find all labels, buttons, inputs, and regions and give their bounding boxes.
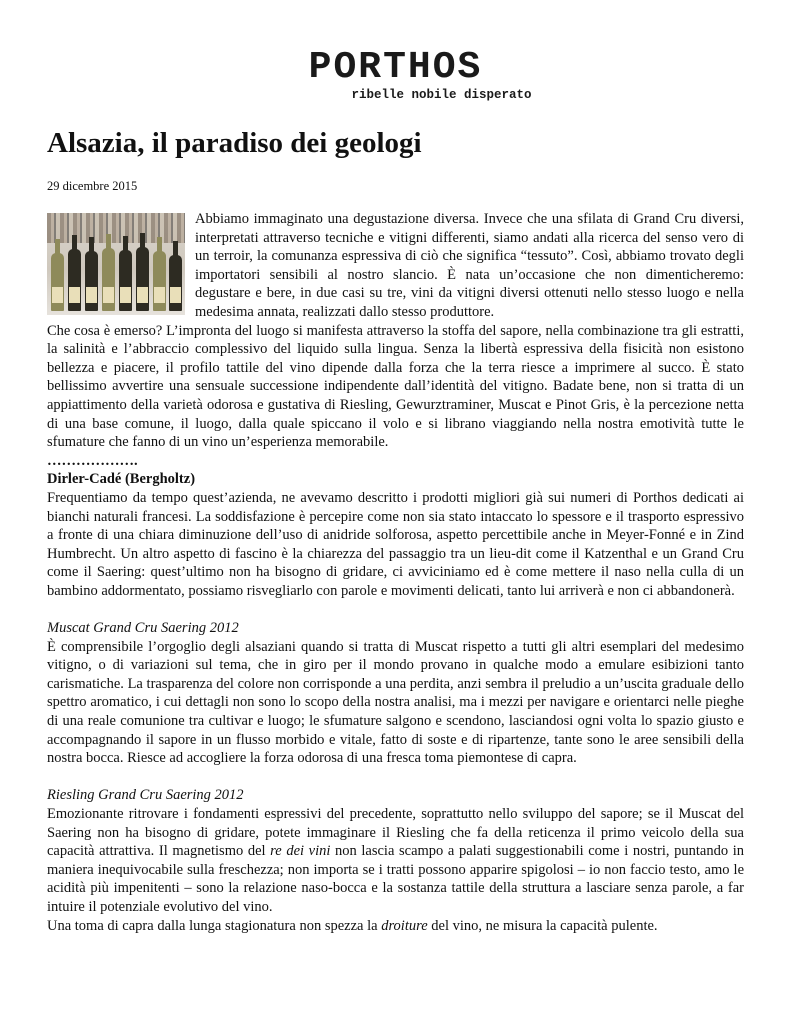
bottle-icon — [153, 251, 166, 311]
bottle-icon — [102, 248, 115, 311]
bottle-icon — [85, 251, 98, 311]
separator-dots: ………………. — [47, 452, 138, 469]
bottle-icon — [136, 247, 149, 311]
bottle-icon — [51, 253, 64, 311]
article-title: Alsazia, il paradiso dei geologi — [47, 127, 422, 159]
producer-heading: Dirler-Cadé (Bergholtz) — [47, 471, 196, 488]
article-date: 29 dicembre 2015 — [47, 179, 138, 193]
bookshelf-background — [47, 213, 185, 243]
bottle-icon — [68, 249, 81, 311]
article-body — [47, 210, 744, 935]
bottle-icon — [119, 250, 132, 311]
masthead — [0, 48, 791, 102]
wine1-heading: Muscat Grand Cru Saering 2012 — [47, 620, 239, 637]
wine2-closing-paragraph: Una toma di capra dalla lunga stagionatura non spezza la droiture del vino, ne misura la capacità pulente. — [47, 917, 658, 934]
wine2-heading: Riesling Grand Cru Saering 2012 — [47, 787, 244, 804]
site-logo[interactable]: PORTHOS — [308, 46, 483, 89]
emphasis-text: re dei vini — [270, 843, 331, 860]
emphasis-text: droiture — [381, 917, 428, 934]
wine2-paragraph: Emozionante ritrovare i fondamenti espressivi del precedente, soprattutto nello sviluppo del sapore; se il Muscat del Saering non ha bisogno di gridare, potete immaginare il Riesling che fa della reticenza il primo veicolo della sua capacità attrattiva. Il magnetismo del re dei vini non lascia scampo a palati suggestionabili come i nostri, puntando in maniera inequivocabile sulla freschezza; non importa se i tratti possono apparire spigolosi – io non faccio testo, amo le acidità più impenitenti – sono la relazione naso-bocca e la sostanza tattile della struttura a lasciare senza parole, a far intuire il potenziale evolutivo del vino. — [47, 806, 744, 915]
intro-continuation: Che cosa è emerso? L’impronta del luogo si manifesta attraverso la stoffa del sapore, nella combinazione tra gli estratti, la salinità e l’abbraccio complessivo del liquido sulla lingua. Senza la libertà espressiva della fisicità non esistono bellezza e piacere, il profilo tattile del vino dipende dalla forza che la terra riesce a imprimere al succo. È stato bellissimo avvertire una sensuale successione indipendente dall’identità del vitigno. Badate bene, non si tratta di un appiattimento della varietà odorosa e gustativa di Riesling, Gewurztraminer, Muscat e Pinot Gris, è la percezione netta di una base comune, il luogo, dalla quale spiccano il volo e si librano viaggiando nella nostra emotività tutte le sfumature che fanno di un vino un’esperienza memorabile. — [47, 322, 744, 451]
bottle-icon — [169, 255, 182, 311]
site-tagline: ribelle nobile disperato — [351, 88, 532, 102]
intro-paragraph: Abbiamo immaginato una degustazione diversa. Invece che una sfilata di Grand Cru diversi, interpretati attraverso tecniche e vitigni differenti, siamo andati alla ricerca del senso vero di un terroir, la comunanza espressiva di ciò che significa “tessuto”. Così, abbiamo trovato degli importatori sensibili al nostro slancio. È nata un’occasione che non dimenticheremo: degustare e bere, in due casi su tre, vini da vitigni diversi ottenuti nello stesso luogo e nella medesima annata, realizzati dallo stesso produttore. — [195, 211, 744, 320]
wine-bottles-photo — [47, 213, 185, 315]
wine1-paragraph: È comprensibile l’orgoglio degli alsaziani quando si tratta di Muscat rispetto a tutti gli altri esemplari del medesimo vitigno, o di variazioni sul tema, che in giro per il mondo provano in qualche modo a emulare esibizioni tanto carismatiche. La trasparenza del colore non corrisponde a una perdita, anzi sembra il preludio a un’uscita graduale dello spettro aromatico, i cui dettagli non sono lo scopo della nostra analisi, ma i mezzi per navigare e orientarci nelle pieghe di una reale comunione tra cultivar e luogo; le sfumature salgono e scendono, lasciandosi ogni volta lo spazio giusto e accompagnando il sapore in un flusso morbido e vitale, fatto di soste e di ripartenze, tante sono le aree sensibili della nostra bocca. Riesce ad accogliere la forza odorosa di una fresca toma piemontese di capra. — [47, 638, 744, 767]
producer-paragraph: Frequentiamo da tempo quest’azienda, ne avevamo descritto i prodotti migliori già sui numeri di Porthos dedicati ai bianchi naturali francesi. La soddisfazione è percepire come non sia stato intaccato lo spessore e il trasporto espressivo a fronte di una chiara diminuzione dell’uso di anidride solforosa, aspetto percettibile anche in Meyer-Fonné e in Zind Humbrecht. Un altro aspetto di fascino è la chiarezza del passaggio tra un lieu-dit come il Katzenthal e un Grand Cru come il Saering: quest’ultimo non ha bisogno di gridare, ci avviciniamo ed è come mettere il naso nella culla di un bambino addormentato, possiamo risvegliarlo con parole e movimenti delicati, tanto lui arriverà e non ci abbandonerà. — [47, 489, 744, 599]
